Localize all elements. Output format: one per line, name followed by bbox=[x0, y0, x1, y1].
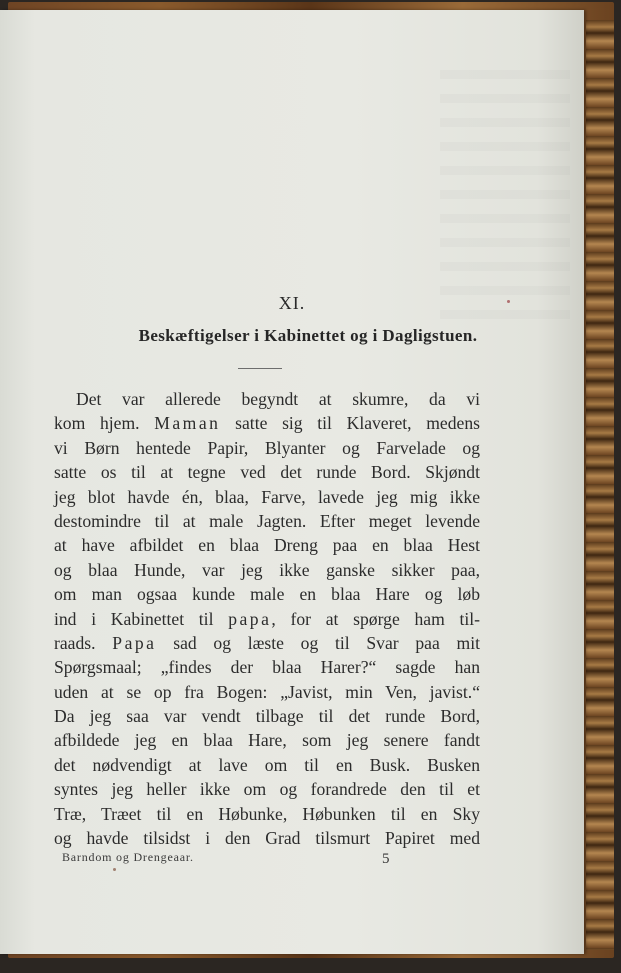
show-through-text bbox=[440, 70, 570, 320]
title-divider bbox=[238, 368, 282, 369]
spaced-word: Papa bbox=[112, 632, 157, 653]
text-line: at have afbildet en blaa Dreng paa en blaa Hest bbox=[54, 535, 480, 556]
text-line: og blaa Hunde, var jeg ikke ganske sikker paa, bbox=[54, 559, 480, 580]
spaced-word: papa bbox=[228, 608, 272, 629]
text-line: om man ogsaa kunde male en blaa Hare og løb bbox=[54, 584, 480, 605]
text-line: satte os til at tegne ved det runde Bord. Skjøndt bbox=[54, 462, 480, 483]
text-line: Spørgsmaal; „findes der blaa Harer?“ sagde han bbox=[54, 657, 480, 678]
text-line: syntes jeg heller ikke om og forandrede den til et bbox=[54, 779, 480, 800]
chapter-title: Beskæftigelser i Kabinettet og i Dagligstuen. bbox=[138, 326, 478, 345]
book-page bbox=[0, 10, 584, 954]
text-line: ind i Kabinettet til papa, for at spørge ham til- bbox=[54, 608, 480, 629]
text-line: Det var allerede begyndt at skumre, da vi bbox=[76, 389, 480, 409]
text-line: raads. Papa sad og læste og til Svar paa mit bbox=[54, 632, 481, 653]
chapter-number: XI. bbox=[278, 293, 306, 313]
printer-signature: Barndom og Drengeaar. bbox=[62, 850, 194, 864]
body-text bbox=[54, 387, 480, 850]
text-line: vi Børn hentede Papir, Blyanter og Farvelade og bbox=[54, 437, 480, 458]
spaced-word: Maman bbox=[154, 413, 221, 434]
text-line: uden at se op fra Bogen: „Javist, min Ven, javist.“ bbox=[54, 681, 480, 702]
text-line: Træ, Træet til en Høbunke, Høbunken til en Sky bbox=[54, 803, 480, 824]
paper-speck bbox=[507, 300, 510, 303]
text-line: og havde tilsidst i den Grad tilsmurt Papiret med bbox=[54, 828, 480, 849]
text-line: destomindre til at male Jagten. Efter meget levende bbox=[54, 510, 480, 531]
text-line: afbildede jeg en blaa Hare, som jeg senere fandt bbox=[54, 730, 480, 751]
cover-edge bbox=[586, 20, 614, 950]
text-line: det nødvendigt at lave om til en Busk. Busken bbox=[54, 754, 480, 775]
paper-speck bbox=[113, 868, 116, 871]
sheet-number: 5 bbox=[382, 851, 390, 867]
text-line: kom hjem. Maman satte sig til Klaveret, medens bbox=[54, 413, 480, 434]
text-line: Da jeg saa var vendt tilbage til det runde Bord, bbox=[54, 706, 480, 727]
text-line: jeg blot havde én, blaa, Farve, lavede jeg mig ikke bbox=[54, 486, 480, 507]
